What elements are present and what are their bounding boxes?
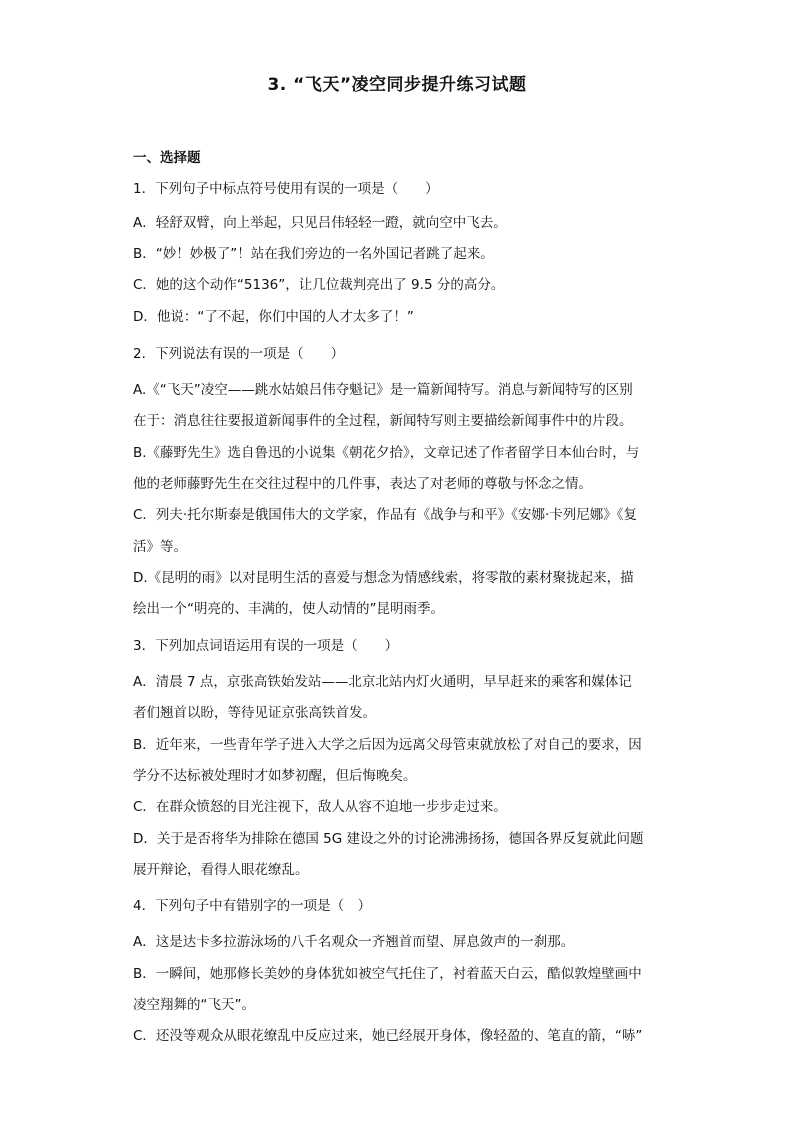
question-option: B．“妙！妙极了”！站在我们旁边的一名外国记者跳了起来。 — [133, 246, 494, 262]
question-option: 凌空翔舞的“飞天”。 — [133, 997, 255, 1013]
question-option: 绘出一个“明亮的、丰满的，使人动情的”昆明雨季。 — [133, 601, 444, 617]
question-option: 者们翘首以盼，等待见证京张高铁首发。 — [133, 705, 376, 721]
question-stem: 4．下列句子中有错别字的一项是（ ） — [133, 898, 372, 914]
question-option: D．关于是否将华为排除在德国 5G 建设之外的讨论沸沸扬扬，德国各界反复就此问题 — [133, 831, 644, 847]
question-option: 展开辩论，看得人眼花缭乱。 — [133, 862, 309, 878]
question-stem: 3．下列加点词语运用有误的一项是（ ） — [133, 638, 399, 654]
question-option: C．她的这个动作“5136”，让几位裁判亮出了 9.5 分的高分。 — [133, 277, 505, 293]
question-option: D．他说：“了不起，你们中国的人才太多了！” — [133, 309, 414, 325]
question-option: C．列夫·托尔斯泰是俄国伟大的文学家，作品有《战争与和平》《安娜·卡列尼娜》《复 — [133, 507, 638, 523]
document-title: 3. “飞天”凌空同步提升练习试题 — [267, 75, 527, 95]
question-option: A.《“飞天”凌空——跳水姑娘吕伟夺魁记》是一篇新闻特写。消息与新闻特写的区别 — [133, 382, 633, 398]
question-option: C．还没等观众从眼花缭乱中反应过来，她已经展开身体，像轻盈的、笔直的箭，“哧” — [133, 1028, 643, 1044]
question-option: A．这是达卡多拉游泳场的八千名观众一齐翘首而望、屏息敛声的一刹那。 — [133, 934, 575, 950]
question-stem: 2．下列说法有误的一项是（ ） — [133, 346, 345, 362]
question-option: D.《昆明的雨》以对昆明生活的喜爱与想念为情感线索，将零散的素材聚拢起来，描 — [133, 570, 634, 586]
question-option: 学分不达标被处理时才如梦初醒，但后悔晚矣。 — [133, 768, 417, 784]
question-option: B．一瞬间，她那修长美妙的身体犹如被空气托住了，衬着蓝天白云，酷似敦煌壁画中 — [133, 966, 642, 982]
question-option: B.《藤野先生》选自鲁迅的小说集《朝花夕拾》，文章记述了作者留学日本仙台时，与 — [133, 445, 640, 461]
section-heading: 一、选择题 — [133, 150, 201, 166]
question-option: A．轻舒双臂，向上举起，只见吕伟轻轻一蹬，就向空中飞去。 — [133, 215, 507, 231]
question-stem: 1．下列句子中标点符号使用有误的一项是（ ） — [133, 181, 439, 197]
question-option: 在于：消息往往要报道新闻事件的全过程，新闻特写则主要描绘新闻事件中的片段。 — [133, 413, 633, 429]
question-option: B．近年来，一些青年学子进入大学之后因为远离父母管束就放松了对自己的要求，因 — [133, 737, 642, 753]
question-option: 活》等。 — [133, 539, 187, 555]
question-option: C．在群众愤怒的目光注视下，敌人从容不迫地一步步走过来。 — [133, 799, 507, 815]
question-option: A．清晨 7 点，京张高铁始发站——北京北站内灯火通明，早早赶来的乘客和媒体记 — [133, 674, 632, 690]
question-option: 他的老师藤野先生在交往过程中的几件事，表达了对老师的尊敬与怀念之情。 — [133, 476, 592, 492]
